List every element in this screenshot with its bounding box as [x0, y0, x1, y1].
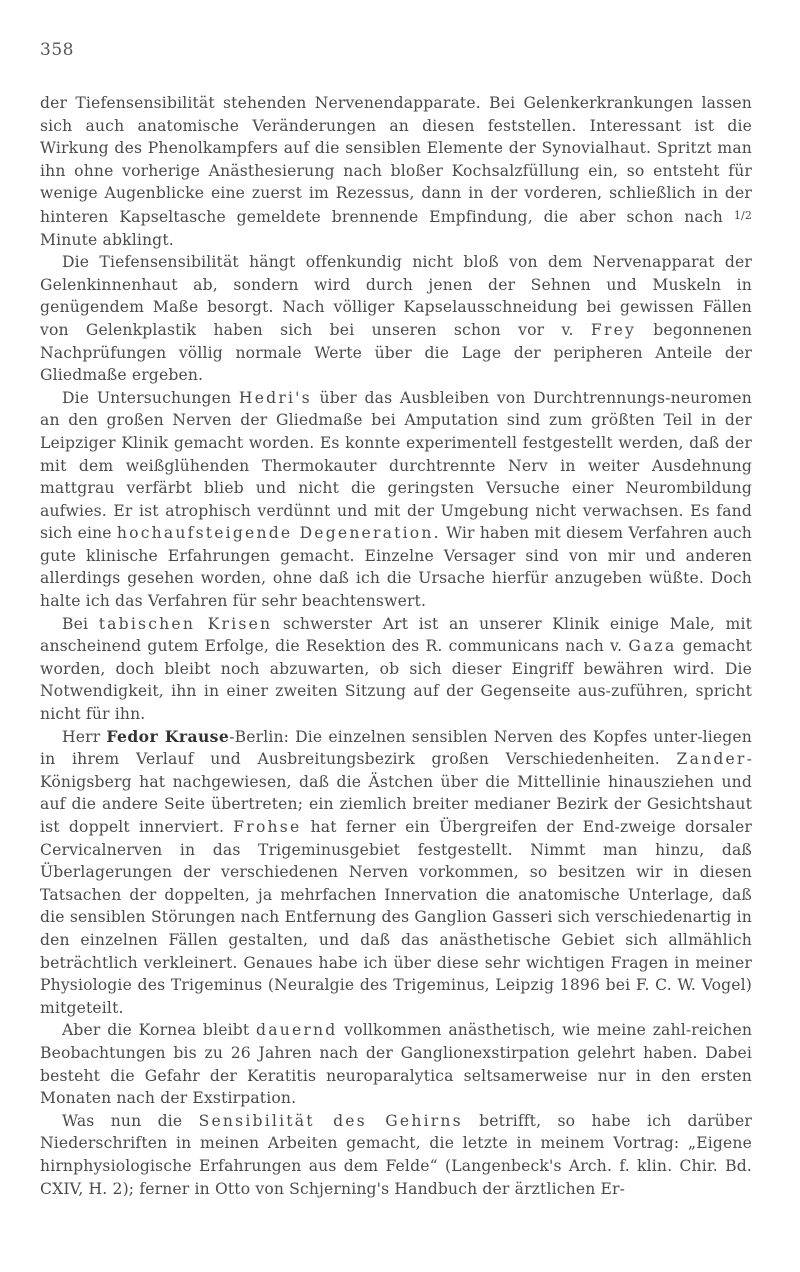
paragraph-6-text-b: vollkommen anästhetisch, wie meine zahl-reichen Beobachtungen bis zu 26 Jahren nach der Ganglionexstirpation gelehrt haben. Dabei besteht die Gefahr der Keratitis neuroparalytica seltsamerweise nur in den ersten Monaten nach der Exstirpation.	[40, 1021, 753, 1108]
paragraph-1-end: Minute abklingt.	[40, 230, 174, 249]
paragraph-5-text-a: Herr	[62, 727, 101, 746]
paragraph-5-text-c: -Königsberg hat nachgewiesen, daß die Ästchen über die Mittellinie hinausziehen und auf die andere Seite übertreten; ein ziemlich breiter medianer Bezirk der Gesichtshaut ist doppelt innerviert.	[40, 750, 753, 836]
paragraph-5	[40, 726, 752, 1020]
person-name-frey: Frey	[590, 320, 637, 339]
page-number: 358	[40, 40, 74, 60]
paragraph-6-text-a: Aber die Kornea bleibt	[62, 1021, 250, 1040]
paragraph-4	[40, 613, 752, 726]
paragraph-1-text: der Tiefensensibilität stehenden Nervenendapparate. Bei Gelenkerkrankungen lassen sich auch anatomische Veränderungen an diesen feststellen. Interessant ist die Wirkung des Phenolkampfers auf die sensiblen Elemente der Synovialhaut. Spritzt man ihn ohne vorherige Anästhesierung nach bloßer Kochsalzfüllung ein, so entsteht für wenige Augenblicke eine zuerst im Rezessus, dann in der vorderen, schließlich in der hinteren Kapseltasche gemeldete brennende Empfindung, die aber schon nach	[40, 94, 752, 226]
paragraph-5-text-b: -Berlin: Die einzelnen sensiblen Nerven des Kopfes unter-liegen in ihrem Verlauf und Ausbreitungsbezirk großen Verschiedenheiten.	[40, 727, 752, 769]
paragraph-2-text-a: Die Tiefensensibilität hängt offenkundig nicht bloß von dem Nervenapparat der Gelenkinnenhaut ab, sondern wird durch jenen der Sehnen und Muskeln in genügendem Maße besorgt. Nach völliger Kapselausschneidung bei gewissen Fällen von Gelenkplastik haben sich bei unseren schon vor v.	[40, 253, 752, 339]
paragraph-4-text-b: schwerster Art ist an unserer Klinik einige Male, mit anscheinend gutem Erfolge, die Resektion des R. communicans nach v.	[40, 614, 753, 656]
paragraph-2	[40, 251, 752, 387]
paragraph-7-text-a: Was nun die	[62, 1111, 183, 1130]
paragraph-7	[40, 1110, 752, 1200]
speaker-name: Fedor Krause	[106, 726, 230, 746]
person-name-gaza: Gaza	[628, 637, 677, 656]
paragraph-2-text-b: begonnenen Nachprüfungen völlig normale Werte über die Lage der peripheren Anteile der Gliedmaße ergeben.	[40, 320, 753, 385]
paragraph-3	[40, 387, 752, 613]
paragraph-7-text-b: betrifft, so habe ich darüber Niederschriften in meinen Arbeiten gemacht, die letzte in meinem Vortrag: „Eigene hirnphysiologische Erfahrungen aus dem Felde“ (Langenbeck's Arch. f. klin. Chir. Bd. CXIV, H. 2); ferner in Otto von Schjerning's Handbuch der ärztlichen Er-	[40, 1111, 752, 1198]
fraction-half: 1/2	[733, 208, 753, 222]
paragraph-5-text-d: hat ferner ein Übergreifen der End-zweige dorsaler Cervicalnerven in das Trigeminusgebiet festgestellt. Nimmt man hinzu, daß Überlagerungen der verschiedenen Nerven vorkommen, so besitzen wir in diesen Tatsachen der doppelten, ja mehrfachen Innervation die anatomische Unterlage, daß die sensiblen Störungen nach Entfernung des Ganglion Gasseri sich verschiedenartig in den einzelnen Fällen gestalten, und daß das anästhetische Gebiet sich allmählich beträchtlich verkleinert. Genaues habe ich über diese sehr wichtigen Fragen in meiner Physiologie des Trigeminus (Neuralgie des Trigeminus, Leipzig 1896 bei F. C. W. Vogel) mitgeteilt.	[40, 818, 753, 1017]
paragraph-6	[40, 1019, 752, 1109]
emphasis-sensibilitaet-gehirn: Sensibilität des Gehirns	[198, 1111, 463, 1130]
emphasis-tabische-krisen: tabischen Krisen	[98, 614, 273, 633]
paragraph-3-text-c: Wir haben mit diesem Verfahren auch gute klinische Erfahrungen gemacht. Einzelne Versager sind von mir und anderen allerdings gesehen worden, ohne daß ich die Ursache hierfür anzugeben wüßte. Doch halte ich das Verfahren für sehr beachtenswert.	[40, 524, 752, 611]
emphasis-dauernd: dauernd	[256, 1021, 338, 1040]
person-name-frohse: Frohse	[233, 818, 302, 836]
paragraph-4-text-a: Bei	[62, 614, 89, 633]
paragraph-3-text-a: Die Untersuchungen	[62, 388, 232, 407]
body-text	[40, 92, 752, 1200]
paragraph-1	[40, 92, 752, 251]
emphasis-degeneration: hochaufsteigende Degeneration.	[116, 524, 441, 543]
paragraph-3-text-b: über das Ausbleiben von Durchtrennungs-neuromen an den großen Nerven der Gliedmaße bei Amputation sind zum größten Teil in der Leipziger Klinik gemacht worden. Es konnte experimentell festgestellt werden, daß der mit dem weißglühenden Thermokauter durchtrennte Nerv in weiter Ausdehnung mattgrau verfärbt blieb und nicht die geringsten Versuche einer Neurombildung aufwies. Er ist atrophisch verdünnt und mit der Umgebung nicht verwachsen. Es fand sich eine	[40, 388, 752, 543]
person-name-zander: Zander	[676, 750, 747, 769]
paragraph-4-text-c: gemacht worden, doch bleibt noch abzuwarten, ob sich dieser Eingriff bewähren wird. Die Notwendigkeit, ihn in einer zweiten Sitzung auf der Gegenseite aus-zuführen, spricht nicht für ihn.	[40, 637, 753, 724]
person-name-hedri: Hedri's	[238, 388, 312, 407]
